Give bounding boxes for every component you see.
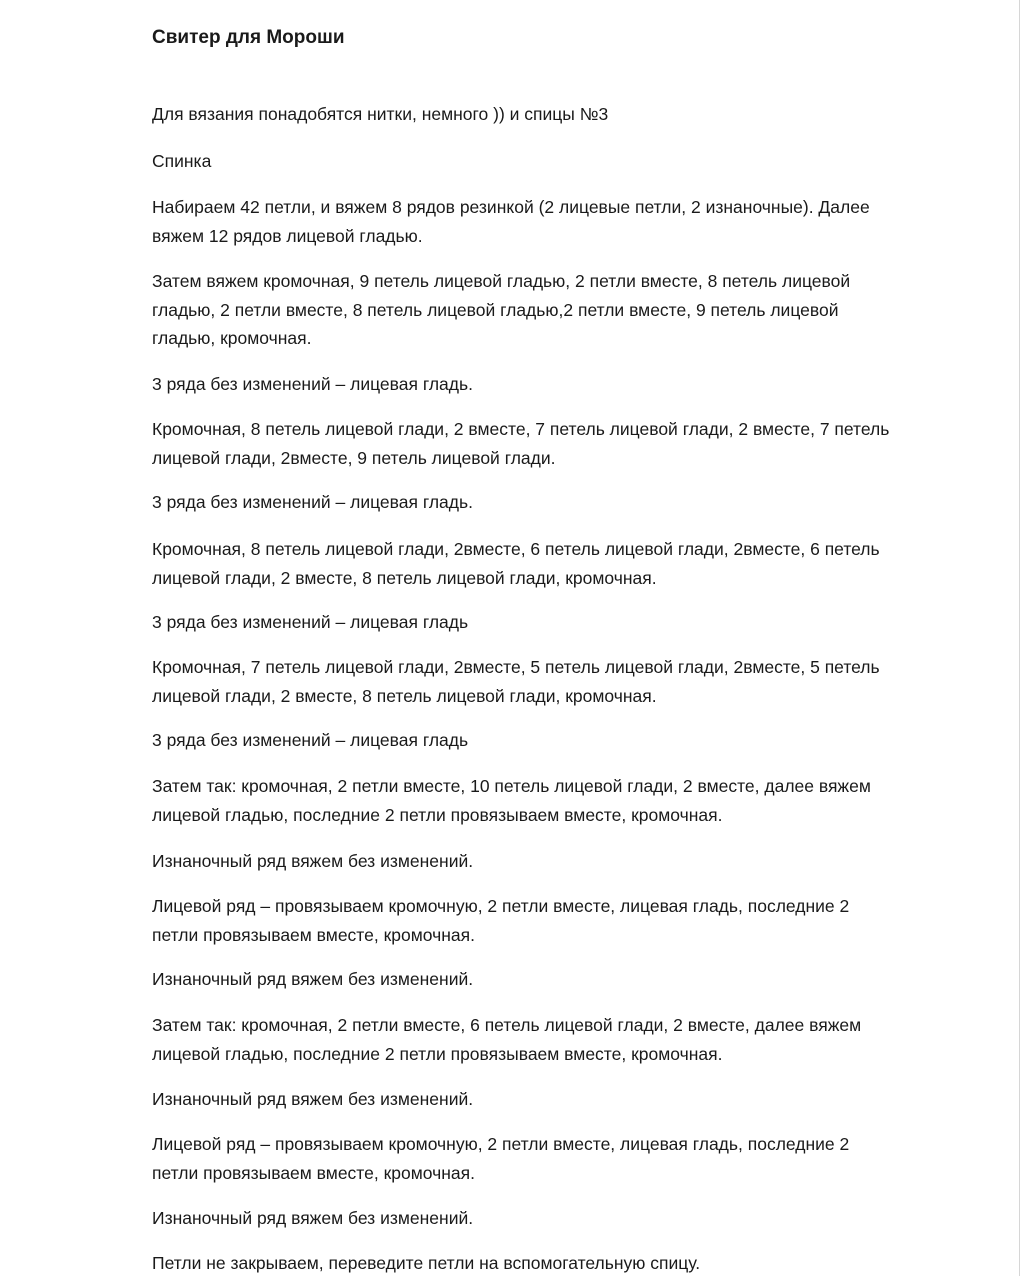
paragraph [152, 1011, 861, 1068]
paragraph-line: Затем вяжем кромочная, 9 петель лицевой гладью, 2 петли вместе, 8 петель лицевой [152, 271, 851, 291]
paragraph [152, 726, 468, 755]
paragraph-line: Изнаночный ряд вяжем без изменений. [152, 1208, 474, 1228]
paragraph-line: Кромочная, 8 петель лицевой глади, 2 вместе, 7 петель лицевой глади, 2 вместе, 7 петель [152, 419, 890, 439]
paragraph-line: 3 ряда без изменений – лицевая гладь [152, 612, 469, 632]
paragraph [152, 608, 468, 637]
paragraph [152, 965, 473, 994]
paragraph [152, 370, 473, 399]
paragraph-line: гладью, 2 петли вместе, 8 петель лицевой гладью,2 петли вместе, 9 петель лицевой [152, 299, 839, 320]
paragraph [152, 267, 850, 353]
paragraph [152, 1204, 473, 1233]
page-edge-divider [1019, 0, 1020, 1276]
paragraph-line: гладью, кромочная. [152, 328, 312, 348]
paragraph [152, 772, 871, 829]
paragraph [152, 100, 608, 129]
paragraph [152, 1085, 473, 1114]
paragraph-line: Кромочная, 8 петель лицевой глади, 2вместе, 6 петель лицевой глади, 2вместе, 6 петель [152, 539, 880, 559]
paragraph-line: Набираем 42 петли, и вяжем 8 рядов резинкой (2 лицевые петли, 2 изнаночные). Далее [152, 197, 870, 217]
paragraph-line: лицевой гладью, последние 2 петли провязываем вместе, кромочная. [152, 1043, 723, 1064]
paragraph-line: 3 ряда без изменений – лицевая гладь [152, 730, 469, 750]
paragraph [152, 892, 849, 949]
paragraph-line: лицевой глади, 2 вместе, 8 петель лицевой глади, кромочная. [152, 567, 657, 588]
paragraph-line: Лицевой ряд – провязываем кромочную, 2 петли вместе, лицевая гладь, последние 2 [152, 1134, 850, 1154]
paragraph-line: Лицевой ряд – провязываем кромочную, 2 петли вместе, лицевая гладь, последние 2 [152, 896, 850, 916]
paragraph [152, 147, 211, 176]
paragraph-line: петли провязываем вместе, кромочная. [152, 924, 475, 945]
paragraph-line: Затем так: кромочная, 2 петли вместе, 6 петель лицевой глади, 2 вместе, далее вяжем [152, 1015, 862, 1035]
paragraph [152, 1249, 700, 1276]
paragraph-line: Спинка [152, 151, 212, 171]
paragraph-line: лицевой гладью, последние 2 петли провязываем вместе, кромочная. [152, 804, 723, 825]
paragraph-line: Кромочная, 7 петель лицевой глади, 2вместе, 5 петель лицевой глади, 2вместе, 5 петель [152, 657, 880, 677]
paragraph-line: 3 ряда без изменений – лицевая гладь. [152, 374, 473, 394]
paragraph [152, 847, 473, 876]
paragraph-line: вяжем 12 рядов лицевой гладью. [152, 225, 423, 246]
paragraph [152, 535, 880, 592]
paragraph-line: Изнаночный ряд вяжем без изменений. [152, 969, 474, 989]
paragraph-line: петли провязываем вместе, кромочная. [152, 1162, 475, 1183]
paragraph [152, 488, 473, 517]
document-title: Свитер для Мороши [152, 27, 345, 48]
paragraph-line: Для вязания понадобятся нитки, немного )) и спицы №3 [152, 104, 609, 124]
paragraph-line: Петли не закрываем, переведите петли на вспомогательную спицу. [152, 1253, 701, 1273]
paragraph-line: Изнаночный ряд вяжем без изменений. [152, 1089, 474, 1109]
paragraph-line: лицевой глади, 2вместе, 9 петель лицевой глади. [152, 447, 556, 468]
paragraph [152, 193, 870, 250]
paragraph-line: лицевой глади, 2 вместе, 8 петель лицевой глади, кромочная. [152, 685, 657, 706]
paragraph-line: Изнаночный ряд вяжем без изменений. [152, 851, 474, 871]
paragraph [152, 1130, 849, 1187]
paragraph-line: 3 ряда без изменений – лицевая гладь. [152, 492, 473, 512]
paragraph-line: Затем так: кромочная, 2 петли вместе, 10 петель лицевой глади, 2 вместе, далее вяжем [152, 776, 871, 796]
document-body [152, 24, 952, 1273]
paragraph [152, 415, 889, 472]
paragraph [152, 653, 880, 710]
